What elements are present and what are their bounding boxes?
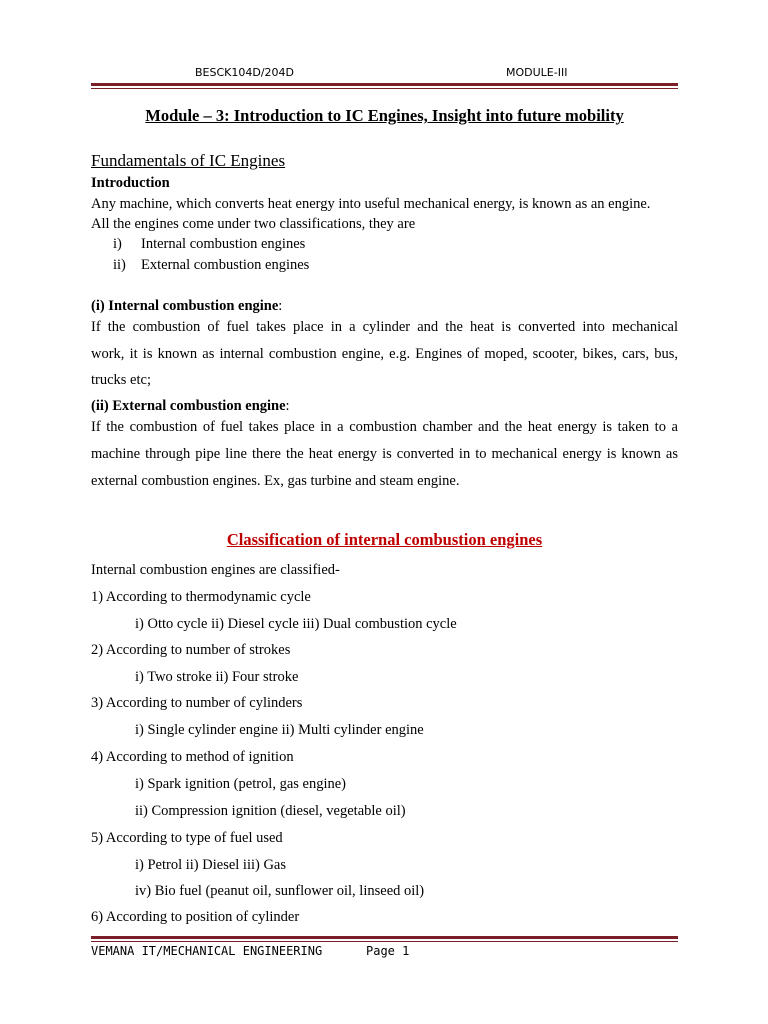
header-module: MODULE-III: [506, 66, 568, 79]
classification-option: i) Petrol ii) Diesel iii) Gas: [135, 857, 287, 873]
classification-category: 6) According to position of cylinder: [91, 909, 300, 925]
ec-engine-line-2: machine through pipe line there the heat energy is converted in to mechanical energy is known as: [91, 446, 678, 462]
classification-option: i) Otto cycle ii) Diesel cycle iii) Dual combustion cycle: [135, 616, 457, 632]
intro-item-number: i): [113, 236, 122, 252]
header-course-code: BESCK104D/204D: [195, 66, 295, 79]
classification-category: 3) According to number of cylinders: [91, 695, 303, 711]
ec-engine-heading-line: [91, 398, 290, 415]
footer-rule-thin: [91, 941, 678, 942]
ic-engine-line-2: work, it is known as internal combustion engine, e.g. Engines of moped, scooter, bikes, cars, bus,: [91, 346, 678, 362]
header-rule-thick: [91, 83, 678, 86]
classification-category: 1) According to thermodynamic cycle: [91, 589, 311, 605]
footer-institution: VEMANA IT/MECHANICAL ENGINEERING: [91, 944, 323, 958]
page-title: Module – 3: Introduction to IC Engines, Insight into future mobility: [145, 106, 624, 125]
classification-option: iv) Bio fuel (peanut oil, sunflower oil, linseed oil): [135, 883, 425, 899]
classification-heading: Classification of internal combustion engines: [226, 530, 543, 549]
intro-item-text: External combustion engines: [141, 257, 310, 273]
ic-engine-line-3: trucks etc;: [91, 372, 151, 388]
ec-engine-line-3: external combustion engines. Ex, gas turbine and steam engine.: [91, 473, 460, 489]
section-heading: Fundamentals of IC Engines: [91, 151, 286, 170]
classification-category: 5) According to type of fuel used: [91, 830, 283, 846]
intro-item-number: ii): [113, 257, 126, 273]
classification-category: 4) According to method of ignition: [91, 749, 294, 765]
ic-engine-heading: (i) Internal combustion engine: [91, 298, 279, 314]
footer-page-number: Page 1: [366, 944, 410, 958]
footer-rule-thick: [91, 936, 678, 939]
ec-engine-heading: (ii) External combustion engine: [91, 398, 286, 414]
ic-engine-colon: :: [278, 298, 283, 314]
header-rule-thin: [91, 88, 678, 89]
classification-option: i) Spark ignition (petrol, gas engine): [135, 776, 347, 792]
classification-option: ii) Compression ignition (diesel, vegetable oil): [135, 803, 406, 819]
ec-engine-line-1: If the combustion of fuel takes place in a combustion chamber and the heat energy is taken to a: [91, 419, 678, 435]
intro-line-1: Any machine, which converts heat energy into useful mechanical energy, is known as an engine.: [91, 196, 651, 212]
intro-item-text: Internal combustion engines: [141, 236, 306, 252]
classification-category: 2) According to number of strokes: [91, 642, 291, 658]
classification-intro: Internal combustion engines are classified-: [91, 562, 340, 578]
ic-engine-heading-line: [91, 298, 282, 315]
classification-option: i) Two stroke ii) Four stroke: [135, 669, 299, 685]
intro-heading: Introduction: [91, 175, 170, 191]
intro-line-2: All the engines come under two classifications, they are: [91, 216, 416, 232]
ec-engine-colon: :: [285, 398, 290, 414]
ic-engine-line-1: If the combustion of fuel takes place in a cylinder and the heat is converted into mechanical: [91, 319, 678, 335]
classification-option: i) Single cylinder engine ii) Multi cylinder engine: [135, 722, 424, 738]
